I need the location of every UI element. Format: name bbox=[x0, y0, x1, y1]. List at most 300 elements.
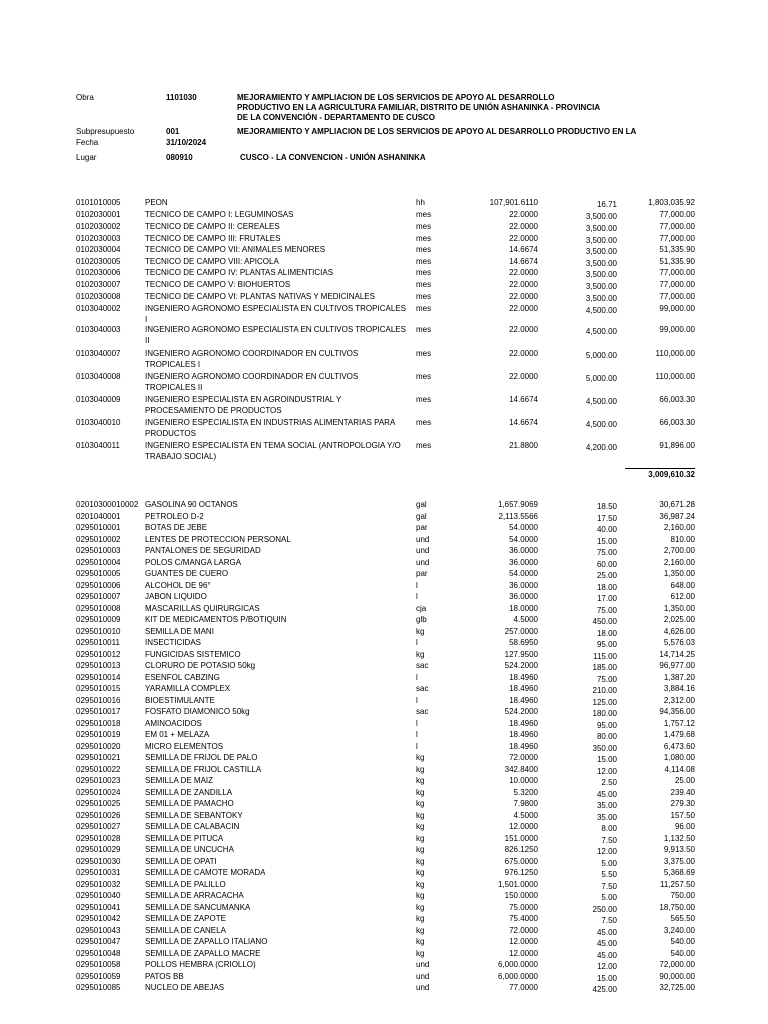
item-quantity: 21.8800 bbox=[509, 441, 538, 450]
item-unit: kg bbox=[416, 649, 425, 659]
item-description: ALCOHOL DE 96° bbox=[145, 580, 211, 590]
item-price: 3,500.00 bbox=[585, 294, 617, 303]
item-code: 0102030002 bbox=[76, 222, 121, 231]
item-partial: 5,576.03 bbox=[663, 638, 695, 647]
item-quantity: 22.0000 bbox=[509, 210, 538, 219]
item-code: 0295010058 bbox=[76, 960, 121, 969]
item-quantity: 524.2000 bbox=[504, 707, 538, 716]
item-partial: 77,000.00 bbox=[659, 210, 695, 219]
item-description: SEMILLA DE PITUCA bbox=[145, 833, 224, 843]
item-partial: 96.00 bbox=[674, 822, 695, 831]
item-code: 0295010043 bbox=[76, 925, 121, 935]
item-quantity: 75.0000 bbox=[509, 902, 538, 912]
item-code: 0103040010 bbox=[76, 418, 121, 427]
item-partial: 77,000.00 bbox=[659, 234, 695, 243]
item-price: 3,500.00 bbox=[585, 282, 617, 291]
item-partial: 1,387.20 bbox=[663, 672, 695, 682]
item-description: PETROLEO D-2 bbox=[145, 511, 204, 521]
item-partial: 4,114.08 bbox=[664, 764, 695, 774]
item-description: BOTAS DE JEBE bbox=[145, 523, 208, 532]
item-code: 0295010019 bbox=[76, 730, 121, 739]
item-partial: 4,626.00 bbox=[663, 626, 695, 636]
item-unit: mes bbox=[416, 441, 432, 450]
item-unit: mes bbox=[416, 372, 432, 381]
item-price: 350.00 bbox=[592, 743, 617, 753]
item-quantity: 18.4960 bbox=[509, 718, 538, 728]
item-price: 45.00 bbox=[596, 950, 617, 960]
item-description: SEMILLA DE CANELA bbox=[145, 925, 226, 935]
item-code: 0295010017 bbox=[76, 707, 121, 716]
item-price: 125.00 bbox=[592, 697, 617, 707]
item-quantity: 18.4960 bbox=[509, 684, 538, 693]
item-code: 0295010014 bbox=[76, 672, 121, 682]
item-partial: 36,987.24 bbox=[659, 511, 695, 521]
item-unit: kg bbox=[416, 845, 425, 854]
item-price: 18.00 bbox=[596, 628, 617, 638]
item-partial: 3,240.00 bbox=[663, 925, 695, 935]
item-unit: par bbox=[416, 569, 428, 578]
item-partial: 94,356.00 bbox=[659, 707, 695, 716]
item-description: INGENIERO AGRONOMO COORDINADOR EN CULTIVOS TROPICALES II bbox=[145, 372, 359, 392]
item-quantity: 14.6674 bbox=[509, 245, 538, 254]
item-quantity: 36.0000 bbox=[509, 580, 538, 590]
item-quantity: 342.8400 bbox=[504, 764, 538, 774]
obra-desc-line-2: PRODUCTIVO EN LA AGRICULTURA FAMILIAR, DISTRITO DE UNIÓN ASHANINKA - PROVINCIA bbox=[237, 103, 601, 112]
item-description: TECNICO DE CAMPO IV: PLANTAS ALIMENTICIAS bbox=[145, 268, 334, 277]
item-unit: l bbox=[416, 638, 418, 647]
item-quantity: 36.0000 bbox=[509, 592, 538, 601]
item-description: SEMILLA DE FRIJOL CASTILLA bbox=[145, 764, 262, 774]
item-partial: 3,884.16 bbox=[663, 684, 695, 693]
item-unit: kg bbox=[416, 948, 425, 958]
obra-desc-line-3: DE LA CONVENCIÓN - DEPARTAMENTO DE CUSCO bbox=[237, 113, 435, 122]
item-unit: l bbox=[416, 718, 418, 728]
labor-subtotal: 3,009,610.32 bbox=[648, 470, 695, 479]
item-description: SEMILLA DE FRIJOL DE PALO bbox=[145, 753, 258, 762]
item-price: 12.00 bbox=[596, 766, 617, 776]
item-code: 0101010005 bbox=[76, 198, 121, 207]
item-unit: sac bbox=[416, 707, 429, 716]
item-description: TECNICO DE CAMPO VIII: APICOLA bbox=[145, 257, 279, 266]
item-partial: 3,375.00 bbox=[663, 856, 695, 866]
item-quantity: 18.0000 bbox=[509, 603, 538, 613]
item-quantity: 54.0000 bbox=[509, 569, 538, 578]
item-quantity: 2,113.5566 bbox=[498, 511, 538, 521]
item-description: INSECTICIDAS bbox=[145, 638, 202, 647]
item-partial: 279.30 bbox=[670, 799, 695, 808]
item-price: 12.00 bbox=[596, 962, 617, 971]
item-code: 0103040011 bbox=[76, 441, 120, 450]
item-unit: par bbox=[416, 523, 428, 532]
item-unit: kg bbox=[416, 787, 425, 797]
item-unit: kg bbox=[416, 891, 425, 900]
item-description: NUCLEO DE ABEJAS bbox=[145, 983, 225, 992]
item-code: 0295010027 bbox=[76, 822, 121, 831]
item-price: 15.00 bbox=[596, 755, 617, 764]
item-quantity: 22.0000 bbox=[509, 222, 538, 231]
item-quantity: 54.0000 bbox=[509, 523, 538, 532]
item-code: 0295010026 bbox=[76, 810, 121, 820]
item-code: 0295010012 bbox=[76, 649, 121, 659]
item-code: 0295010024 bbox=[76, 787, 121, 797]
item-partial: 1,803,035.92 bbox=[648, 198, 695, 207]
item-unit: mes bbox=[416, 234, 432, 243]
item-quantity: 58.6950 bbox=[509, 638, 538, 647]
item-code: 0102030004 bbox=[76, 245, 121, 254]
item-partial: 612.00 bbox=[670, 592, 695, 601]
item-description: INGENIERO AGRONOMO ESPECIALISTA EN CULTIVOS TROPICALES I bbox=[145, 304, 406, 324]
fecha-value: 31/10/2024 bbox=[166, 138, 207, 147]
subtotal-divider bbox=[625, 468, 695, 469]
item-description: ESENFOL CABZING bbox=[145, 672, 220, 682]
item-description: PATOS BB bbox=[145, 971, 184, 981]
item-partial: 51,335.90 bbox=[659, 257, 695, 266]
item-unit: glb bbox=[416, 615, 427, 624]
item-quantity: 4.5000 bbox=[513, 810, 538, 820]
item-description: LENTES DE PROTECCION PERSONAL bbox=[145, 534, 291, 544]
item-description: PEON bbox=[145, 198, 168, 207]
item-description: BIOESTIMULANTE bbox=[145, 695, 215, 705]
item-description: FOSFATO DIAMONICO 50kg bbox=[145, 707, 250, 716]
item-quantity: 22.0000 bbox=[509, 349, 538, 358]
item-price: 250.00 bbox=[592, 904, 617, 914]
item-price: 45.00 bbox=[596, 927, 617, 937]
item-unit: gal bbox=[416, 511, 427, 521]
item-code: 0295010001 bbox=[76, 523, 121, 532]
item-code: 0295010032 bbox=[76, 879, 121, 889]
item-price: 3,500.00 bbox=[585, 212, 617, 221]
item-price: 450.00 bbox=[592, 617, 617, 626]
item-partial: 565.50 bbox=[670, 914, 695, 923]
item-code: 0103040009 bbox=[76, 395, 121, 404]
item-unit: und bbox=[416, 983, 430, 992]
item-price: 3,500.00 bbox=[585, 224, 617, 233]
item-unit: kg bbox=[416, 626, 425, 636]
item-price: 75.00 bbox=[596, 674, 617, 684]
item-price: 35.00 bbox=[596, 812, 617, 822]
item-quantity: 7.9800 bbox=[513, 799, 538, 808]
item-unit: mes bbox=[416, 418, 432, 427]
item-partial: 77,000.00 bbox=[659, 292, 695, 301]
item-code: 0295010007 bbox=[76, 592, 121, 601]
item-price: 4,500.00 bbox=[585, 306, 617, 315]
item-unit: l bbox=[416, 730, 418, 739]
item-description: TECNICO DE CAMPO VII: ANIMALES MENORES bbox=[145, 245, 326, 254]
item-description: TECNICO DE CAMPO VI: PLANTAS NATIVAS Y MEDICINALES bbox=[145, 292, 375, 301]
item-price: 8.00 bbox=[601, 824, 617, 833]
item-quantity: 22.0000 bbox=[509, 304, 538, 313]
item-partial: 540.00 bbox=[670, 948, 695, 958]
item-description: PANTALONES DE SEGURIDAD bbox=[145, 546, 261, 555]
item-price: 25.00 bbox=[596, 571, 617, 580]
item-price: 4,500.00 bbox=[585, 327, 617, 336]
item-price: 75.00 bbox=[596, 548, 617, 557]
item-unit: kg bbox=[416, 937, 425, 946]
item-code: 0103040008 bbox=[76, 372, 121, 381]
item-quantity: 22.0000 bbox=[509, 292, 538, 301]
item-description: SEMILLA DE ARRACACHA bbox=[145, 891, 244, 900]
item-quantity: 257.0000 bbox=[504, 626, 538, 636]
item-price: 5.00 bbox=[601, 858, 617, 868]
item-partial: 77,000.00 bbox=[659, 268, 695, 277]
item-code: 0295010020 bbox=[76, 741, 121, 751]
item-code: 0103040007 bbox=[76, 349, 121, 358]
item-unit: und bbox=[416, 546, 430, 555]
item-unit: mes bbox=[416, 210, 432, 219]
item-quantity: 22.0000 bbox=[509, 280, 538, 289]
item-unit: sac bbox=[416, 684, 429, 693]
item-unit: gal bbox=[416, 500, 427, 509]
item-description: POLLOS HEMBRA (CRIOLLO) bbox=[145, 960, 256, 969]
item-unit: und bbox=[416, 534, 430, 544]
item-code: 0295010009 bbox=[76, 615, 121, 624]
item-description: SEMILLA DE ZAPALLO MACRE bbox=[145, 948, 261, 958]
item-description: MASCARILLAS QUIRURGICAS bbox=[145, 603, 260, 613]
item-price: 45.00 bbox=[596, 939, 617, 948]
item-partial: 2,025.00 bbox=[663, 615, 695, 624]
item-unit: mes bbox=[416, 257, 432, 266]
item-unit: mes bbox=[416, 245, 432, 254]
item-price: 4,500.00 bbox=[585, 397, 617, 406]
item-partial: 66,003.30 bbox=[659, 418, 695, 427]
item-description: SEMILLA DE CALABACIN bbox=[145, 822, 240, 831]
item-unit: und bbox=[416, 557, 430, 567]
item-quantity: 150.0000 bbox=[504, 891, 538, 900]
item-description: KIT DE MEDICAMENTOS P/BOTIQUIN bbox=[145, 615, 287, 624]
item-code: 0295010011 bbox=[76, 638, 120, 647]
item-quantity: 18.4960 bbox=[509, 672, 538, 682]
item-description: SEMILLA DE PALILLO bbox=[145, 879, 226, 889]
item-quantity: 36.0000 bbox=[509, 546, 538, 555]
item-quantity: 22.0000 bbox=[509, 372, 538, 381]
item-partial: 99,000.00 bbox=[659, 304, 695, 313]
item-quantity: 75.4000 bbox=[509, 914, 538, 923]
item-partial: 9,913.50 bbox=[663, 845, 695, 854]
item-unit: kg bbox=[416, 868, 425, 877]
item-quantity: 107,901.6110 bbox=[489, 198, 538, 207]
item-price: 5.50 bbox=[601, 870, 617, 879]
item-code: 0295010031 bbox=[76, 868, 121, 877]
item-partial: 2,160.00 bbox=[663, 523, 695, 532]
item-quantity: 12.0000 bbox=[509, 822, 538, 831]
item-code: 0295010016 bbox=[76, 695, 121, 705]
item-description: YARAMILLA COMPLEX bbox=[145, 684, 231, 693]
item-price: 18.00 bbox=[596, 582, 617, 592]
lugar-desc: CUSCO - LA CONVENCION - UNIÓN ASHANINKA bbox=[240, 153, 426, 162]
item-partial: 2,312.00 bbox=[663, 695, 695, 705]
item-price: 17.00 bbox=[596, 594, 617, 603]
item-quantity: 22.0000 bbox=[509, 234, 538, 243]
item-price: 7.50 bbox=[601, 916, 617, 925]
item-code: 0295010042 bbox=[76, 914, 121, 923]
item-code: 0102030007 bbox=[76, 280, 121, 289]
item-quantity: 14.6674 bbox=[509, 257, 538, 266]
item-description: MICRO ELEMENTOS bbox=[145, 741, 224, 751]
item-partial: 18,750.00 bbox=[659, 902, 695, 912]
item-unit: kg bbox=[416, 810, 425, 820]
item-description: EM 01 + MELAZA bbox=[145, 730, 210, 739]
item-partial: 540.00 bbox=[670, 937, 695, 946]
item-code: 0295010008 bbox=[76, 603, 121, 613]
subpresupuesto-label: Subpresupuesto bbox=[76, 127, 135, 136]
item-partial: 90,000.00 bbox=[659, 971, 695, 981]
fecha-label: Fecha bbox=[76, 138, 99, 147]
item-partial: 1,350.00 bbox=[663, 569, 695, 578]
item-description: INGENIERO AGRONOMO ESPECIALISTA EN CULTIVOS TROPICALES II bbox=[145, 325, 406, 345]
item-partial: 1,757.12 bbox=[663, 718, 695, 728]
item-price: 40.00 bbox=[596, 525, 617, 534]
item-unit: sac bbox=[416, 661, 429, 670]
item-quantity: 151.0000 bbox=[504, 833, 538, 843]
item-unit: mes bbox=[416, 280, 432, 289]
obra-label: Obra bbox=[76, 93, 94, 102]
item-partial: 750.00 bbox=[670, 891, 695, 900]
subpresupuesto-code: 001 bbox=[166, 127, 180, 136]
item-partial: 25.00 bbox=[674, 776, 695, 785]
lugar-code: 080910 bbox=[166, 153, 193, 162]
item-price: 45.00 bbox=[596, 789, 617, 799]
item-unit: mes bbox=[416, 222, 432, 231]
item-quantity: 6,000.0000 bbox=[497, 971, 538, 981]
item-code: 0295010015 bbox=[76, 684, 121, 693]
item-partial: 14,714.25 bbox=[659, 649, 695, 659]
item-quantity: 524.2000 bbox=[504, 661, 538, 670]
item-code: 0295010003 bbox=[76, 546, 121, 555]
item-code: 0295010004 bbox=[76, 557, 121, 567]
item-price: 4,200.00 bbox=[585, 443, 617, 452]
item-partial: 6,473.60 bbox=[663, 741, 695, 751]
item-price: 210.00 bbox=[592, 686, 617, 695]
item-description: SEMILLA DE ZAPALLO ITALIANO bbox=[145, 937, 268, 946]
item-code: 0102030001 bbox=[76, 210, 121, 219]
item-price: 3,500.00 bbox=[585, 270, 617, 279]
item-partial: 2,160.00 bbox=[663, 557, 695, 567]
item-description: TECNICO DE CAMPO III: FRUTALES bbox=[145, 234, 281, 243]
item-price: 35.00 bbox=[596, 801, 617, 810]
item-unit: kg bbox=[416, 776, 425, 785]
item-quantity: 5.3200 bbox=[513, 787, 538, 797]
item-unit: kg bbox=[416, 764, 425, 774]
item-price: 3,500.00 bbox=[585, 236, 617, 245]
item-description: TECNICO DE CAMPO V: BIOHUERTOS bbox=[145, 280, 291, 289]
item-description: TECNICO DE CAMPO I: LEGUMINOSAS bbox=[145, 210, 294, 219]
item-quantity: 36.0000 bbox=[509, 557, 538, 567]
item-description: SEMILLA DE CAMOTE MORADA bbox=[145, 868, 266, 877]
item-description: INGENIERO ESPECIALISTA EN AGROINDUSTRIAL Y PROCESAMIENTO DE PRODUCTOS bbox=[145, 395, 342, 415]
item-unit: und bbox=[416, 960, 430, 969]
item-description: SEMILLA DE SEBANTOKY bbox=[145, 810, 243, 820]
item-code: 0295010013 bbox=[76, 661, 121, 670]
item-unit: l bbox=[416, 592, 418, 601]
item-code: 0295010047 bbox=[76, 937, 121, 946]
item-price: 3,500.00 bbox=[585, 247, 617, 256]
item-description: SEMILLA DE ZAPOTE bbox=[145, 914, 226, 923]
item-partial: 77,000.00 bbox=[659, 280, 695, 289]
item-unit: hh bbox=[416, 198, 425, 207]
item-partial: 91,896.00 bbox=[659, 441, 695, 450]
item-partial: 5,368.69 bbox=[663, 868, 695, 877]
item-quantity: 675.0000 bbox=[504, 856, 538, 866]
item-code: 0102030006 bbox=[76, 268, 121, 277]
item-unit: mes bbox=[416, 395, 432, 404]
item-quantity: 22.0000 bbox=[509, 268, 538, 277]
item-unit: l bbox=[416, 741, 418, 751]
item-partial: 99,000.00 bbox=[659, 325, 695, 334]
item-unit: kg bbox=[416, 822, 425, 831]
item-quantity: 14.6674 bbox=[509, 418, 538, 427]
item-code: 02010300010002 bbox=[76, 500, 139, 509]
item-partial: 239.40 bbox=[670, 787, 695, 797]
item-quantity: 6,000.0000 bbox=[497, 960, 538, 969]
obra-code: 1101030 bbox=[166, 93, 197, 102]
item-partial: 810.00 bbox=[670, 534, 695, 544]
item-quantity: 77.0000 bbox=[509, 983, 538, 992]
item-description: GASOLINA 90 OCTANOS bbox=[145, 500, 238, 509]
item-partial: 66,003.30 bbox=[659, 395, 695, 404]
item-description: TECNICO DE CAMPO II: CEREALES bbox=[145, 222, 280, 231]
item-price: 75.00 bbox=[596, 605, 617, 615]
item-partial: 51,335.90 bbox=[659, 245, 695, 254]
item-description: SEMILLA DE OPATI bbox=[145, 856, 217, 866]
item-quantity: 22.0000 bbox=[509, 325, 538, 334]
item-quantity: 18.4960 bbox=[509, 730, 538, 739]
item-code: 0295010023 bbox=[76, 776, 121, 785]
item-description: INGENIERO ESPECIALISTA EN INDUSTRIAS ALIMENTARIAS PARA PRODUCTOS bbox=[145, 418, 395, 438]
item-quantity: 14.6674 bbox=[509, 395, 538, 404]
item-partial: 72,000.00 bbox=[659, 960, 695, 969]
item-partial: 1,132.50 bbox=[663, 833, 695, 843]
item-unit: kg bbox=[416, 856, 425, 866]
item-price: 95.00 bbox=[596, 720, 617, 730]
item-description: JABON LIQUIDO bbox=[145, 592, 207, 601]
item-code: 0295010041 bbox=[76, 902, 121, 912]
item-price: 425.00 bbox=[592, 985, 617, 994]
item-partial: 96,977.00 bbox=[659, 661, 695, 670]
item-code: 0295010006 bbox=[76, 580, 121, 590]
item-code: 0102030003 bbox=[76, 234, 121, 243]
item-price: 5,000.00 bbox=[585, 374, 617, 383]
item-price: 17.50 bbox=[596, 513, 617, 523]
item-price: 95.00 bbox=[596, 640, 617, 649]
item-partial: 1,350.00 bbox=[663, 603, 695, 613]
item-price: 7.50 bbox=[601, 835, 617, 845]
item-description: CLORURO DE POTASIO 50kg bbox=[145, 661, 256, 670]
item-price: 2.50 bbox=[601, 778, 617, 787]
item-quantity: 72.0000 bbox=[509, 753, 538, 762]
item-quantity: 12.0000 bbox=[509, 948, 538, 958]
item-code: 0295010018 bbox=[76, 718, 121, 728]
item-unit: kg bbox=[416, 902, 425, 912]
item-code: 0103040003 bbox=[76, 325, 121, 334]
item-partial: 110,000.00 bbox=[655, 349, 695, 358]
item-price: 185.00 bbox=[592, 663, 617, 672]
item-quantity: 1,657.9069 bbox=[497, 500, 538, 509]
item-description: SEMILLA DE SANCUMANKA bbox=[145, 902, 251, 912]
item-description: SEMILLA DE UNCUCHA bbox=[145, 845, 234, 854]
item-quantity: 12.0000 bbox=[509, 937, 538, 946]
item-unit: l bbox=[416, 580, 418, 590]
item-quantity: 18.4960 bbox=[509, 741, 538, 751]
item-code: 0295010005 bbox=[76, 569, 121, 578]
item-unit: l bbox=[416, 672, 418, 682]
item-quantity: 1,501.0000 bbox=[497, 879, 538, 889]
item-description: SEMILLA DE MAIZ bbox=[145, 776, 214, 785]
item-unit: mes bbox=[416, 304, 432, 313]
item-unit: kg bbox=[416, 753, 425, 762]
item-code: 0102030008 bbox=[76, 292, 121, 301]
item-price: 60.00 bbox=[596, 559, 617, 569]
item-price: 15.00 bbox=[596, 536, 617, 546]
